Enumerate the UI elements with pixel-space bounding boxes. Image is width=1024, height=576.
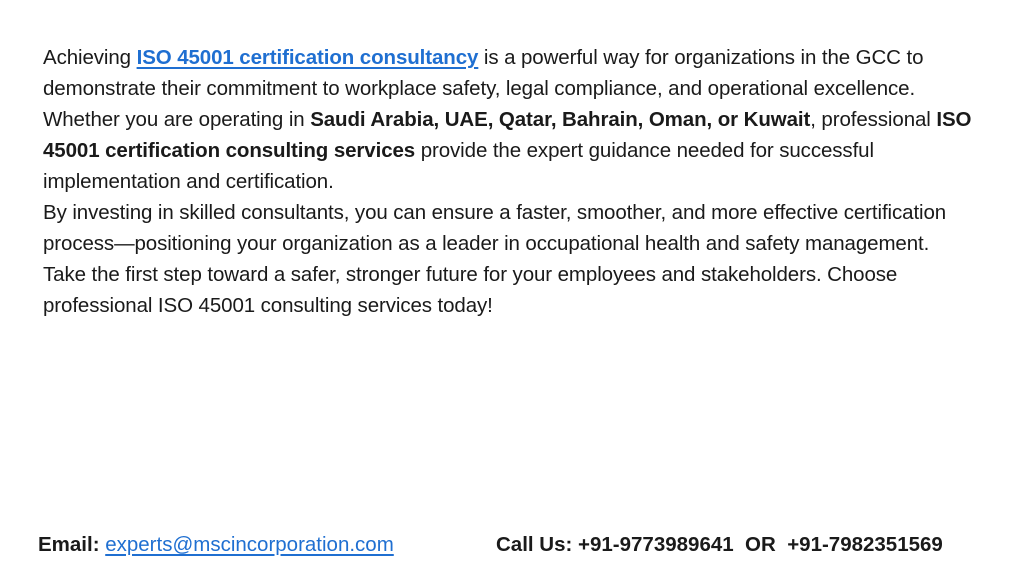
regions-text-middle: , professional [810,108,937,131]
iso-consultancy-link[interactable]: ISO 45001 certification consultancy [136,46,479,69]
email-link[interactable]: experts@mscincorporation.com [105,533,394,556]
consulting-services-text: ISO 45001 certification consulting services [43,108,972,162]
email-label: Email: [38,533,106,556]
main-content [43,42,993,321]
phone-number-secondary: +91-7982351569 [787,533,943,556]
paragraph-call-to-action: Take the first step toward a safer, stronger future for your employees and stakeholders. Choose professional ISO 45001 consulting services today! [43,263,898,317]
paragraph-intro [43,42,993,104]
phone-separator: OR [733,533,788,556]
phone-block [496,531,943,559]
intro-text-after: is a powerful way for organizations in the GCC to demonstrate their commitment to workplace safety, legal compliance, and operational excellence. [43,46,924,100]
email-block [38,531,394,559]
phone-number-primary: +91-9773989641 [578,533,734,556]
countries-list: Saudi Arabia, UAE, Qatar, Bahrain, Oman, or Kuwait [310,108,811,131]
phone-label: Call Us: [496,533,579,556]
paragraph-investing: By investing in skilled consultants, you can ensure a faster, smoother, and more effective certification process—positioning your organization as a leader in occupational health and safety management. [43,201,947,255]
regions-text-before: Whether you are operating in [43,108,311,131]
regions-text-after: provide the expert guidance needed for successful implementation and certification. [43,139,874,193]
intro-text-before: Achieving [43,46,137,69]
paragraph-regions [43,104,993,197]
